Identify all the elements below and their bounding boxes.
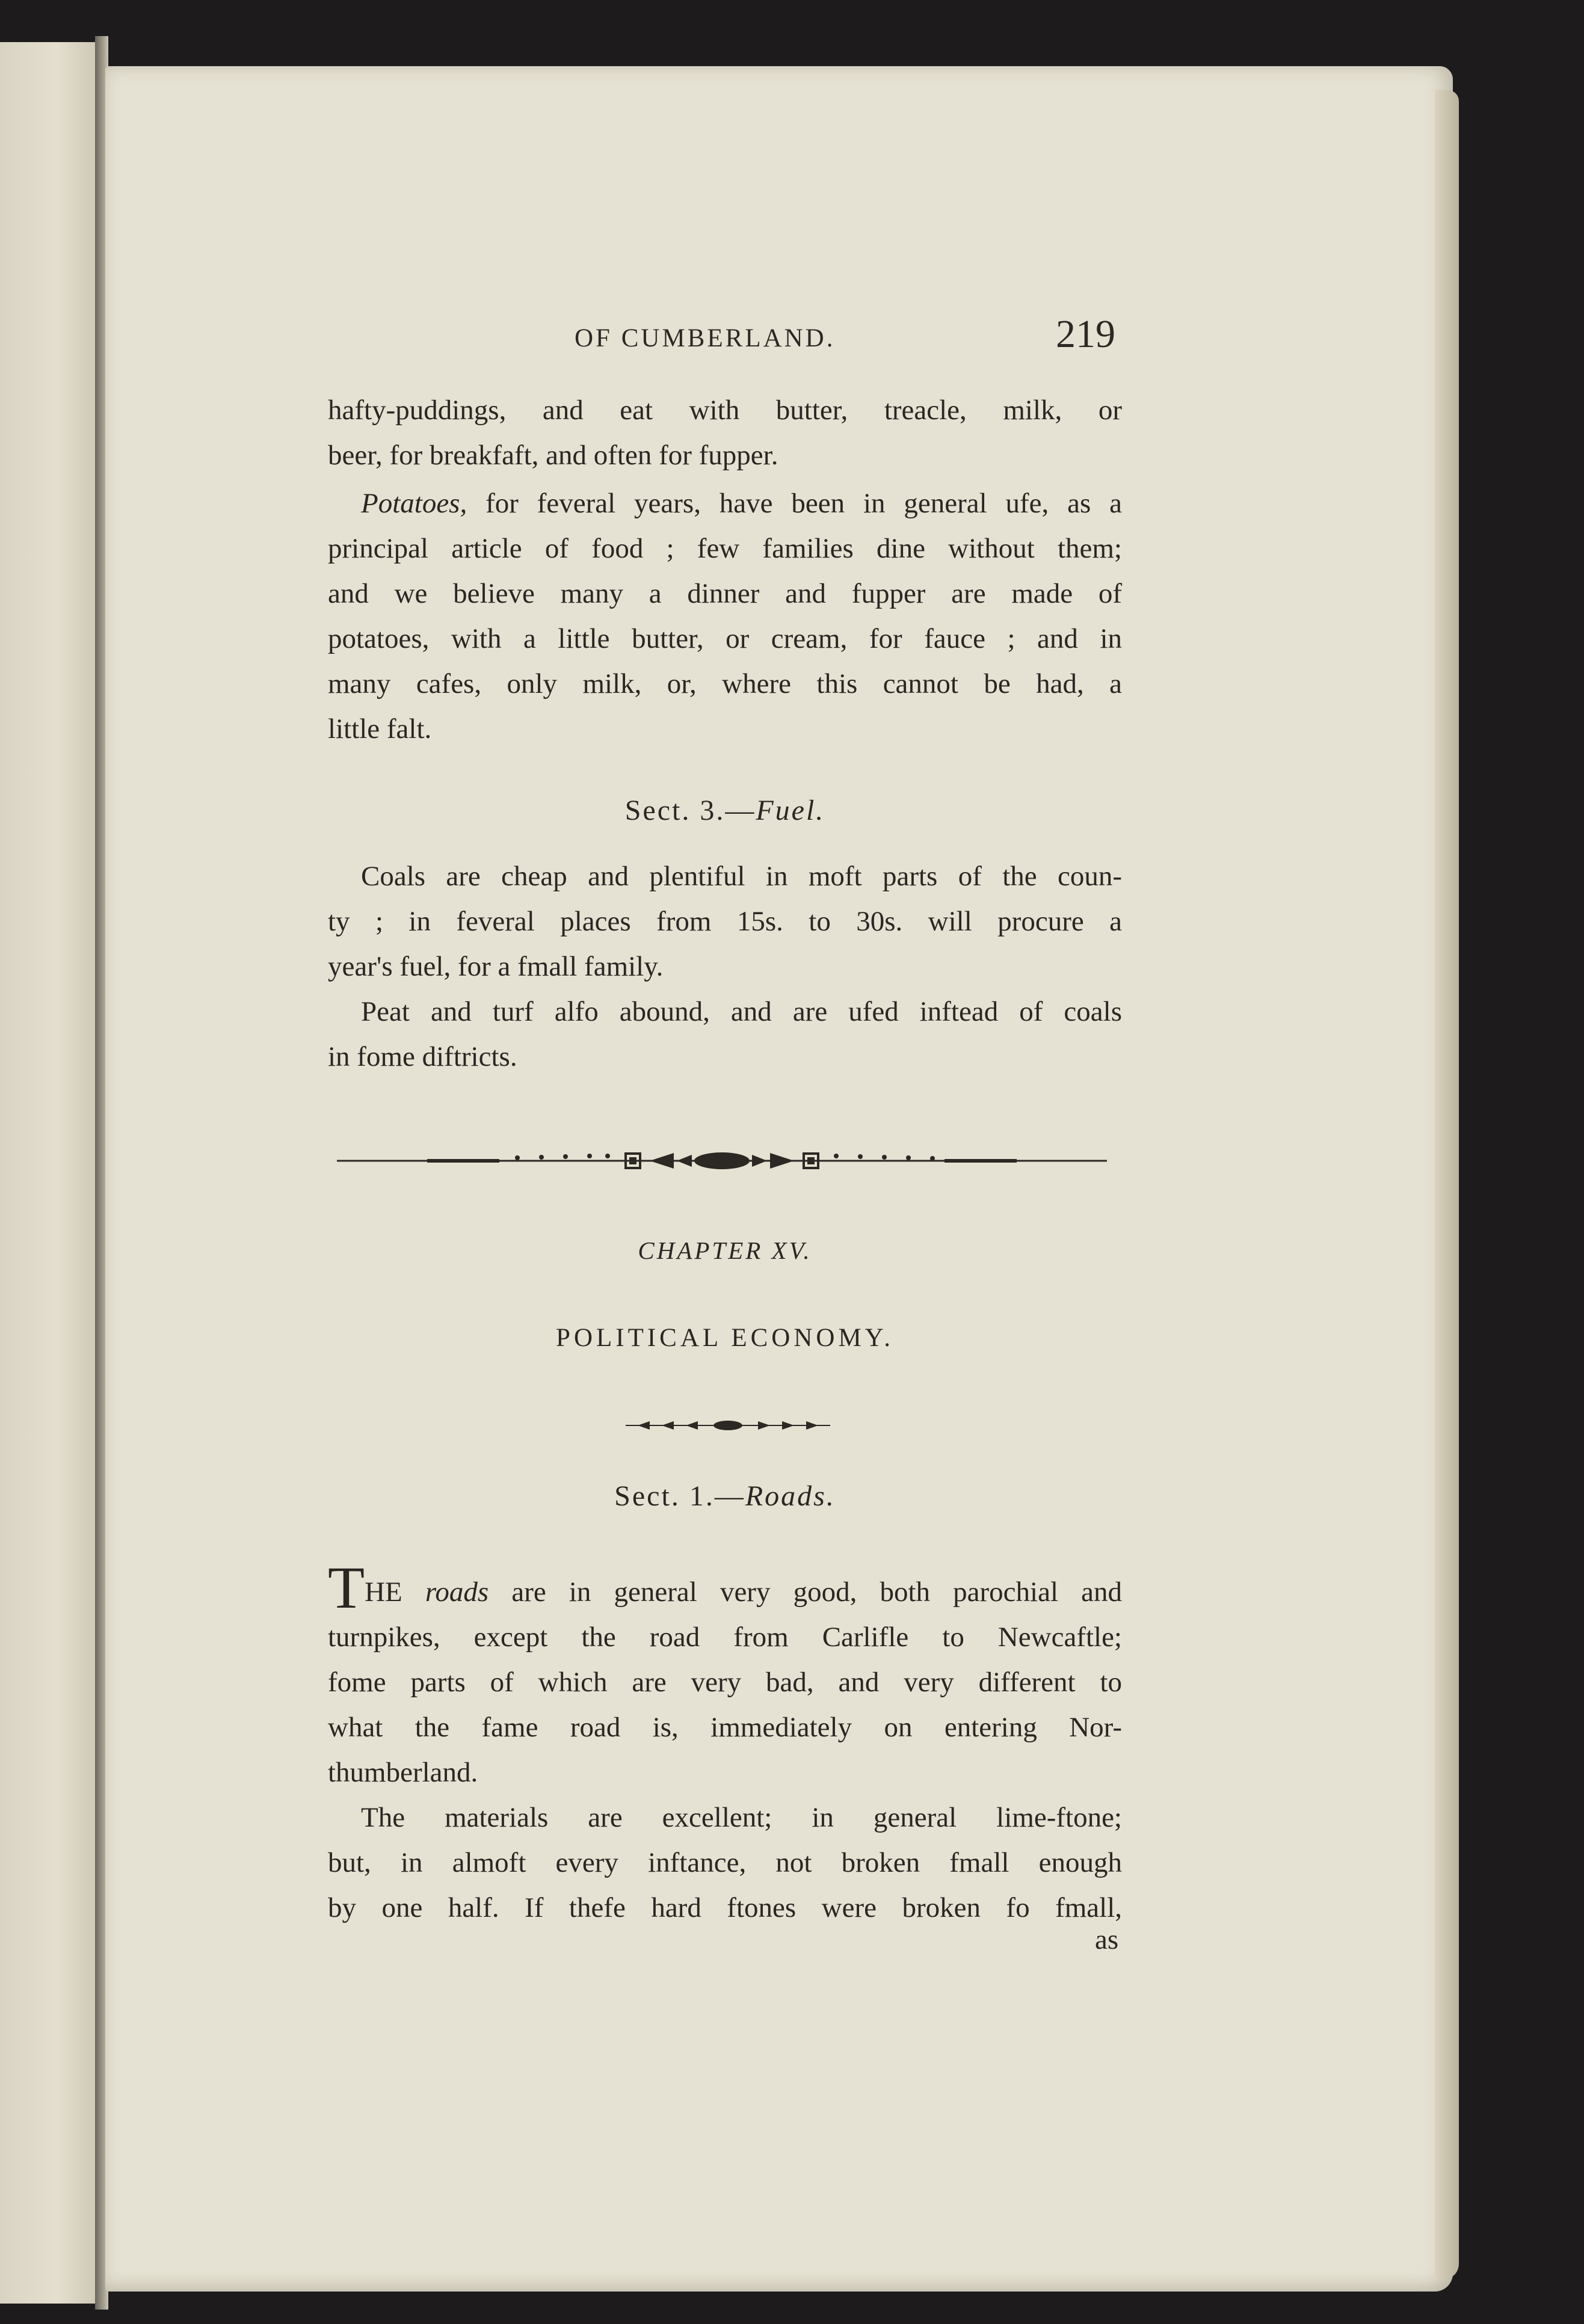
text-line: fome parts of which are very bad, and very different to [328,1667,1122,1698]
small-ornament-icon [626,1416,830,1434]
section-heading: Sect. 1.—Roads. [614,1480,836,1512]
ornament-rule-icon [337,1146,1107,1176]
chapter-number: CHAPTER XV. [638,1237,812,1264]
text-line: beer, for breakfaft, and often for fupper. [328,440,778,471]
catchword: as [1095,1924,1119,1955]
page-fore-edge [1435,90,1459,2279]
text-line: by one half. If thefe hard ftones were broken fo fmall, [328,1892,1122,1923]
drop-cap: T [328,1554,365,1621]
text-line: Coals are cheap and plentiful in moft parts of the coun- [361,861,1122,892]
text-line: THE roads are in general very good, both parochial and [328,1554,1122,1621]
text-line: in fome diftricts. [328,1041,517,1072]
page-number: 219 [1056,312,1115,356]
text-line: hafty-puddings, and eat with butter, treacle, milk, or [328,395,1122,426]
chapter-title: POLITICAL ECONOMY. [556,1324,894,1352]
text-line: what the fame road is, immediately on entering Nor- [328,1712,1122,1743]
text-line: many cafes, only milk, or, where this cannot be had, a [328,668,1122,699]
text-line: little falt. [328,713,432,745]
text-line: and we believe many a dinner and fupper are made of [328,578,1122,609]
text-line: Peat and turf alfo abound, and are ufed inftead of coals [361,996,1122,1027]
text-line: Potatoes, for feveral years, have been in general ufe, as a [361,488,1122,519]
text-line: potatoes, with a little butter, or cream, for fauce ; and in [328,623,1122,654]
text-line: year's fuel, for a fmall family. [328,951,664,982]
text-line: thumberland. [328,1757,478,1788]
running-head: OF CUMBERLAND. [575,324,836,352]
left-page-edge [0,42,97,2304]
text-line: principal article of food ; few families dine without them; [328,533,1122,564]
text-line: turnpikes, except the road from Carlifle to Newcaftle; [328,1622,1122,1653]
section-heading: Sect. 3.—Fuel. [624,795,825,826]
text-line: ty ; in feveral places from 15s. to 30s. will procure a [328,906,1122,937]
text-line: The materials are excellent; in general lime-ftone; [361,1802,1122,1833]
text-line: but, in almoft every inftance, not broken fmall enough [328,1847,1122,1878]
italic-word: Potatoes, [361,488,467,519]
